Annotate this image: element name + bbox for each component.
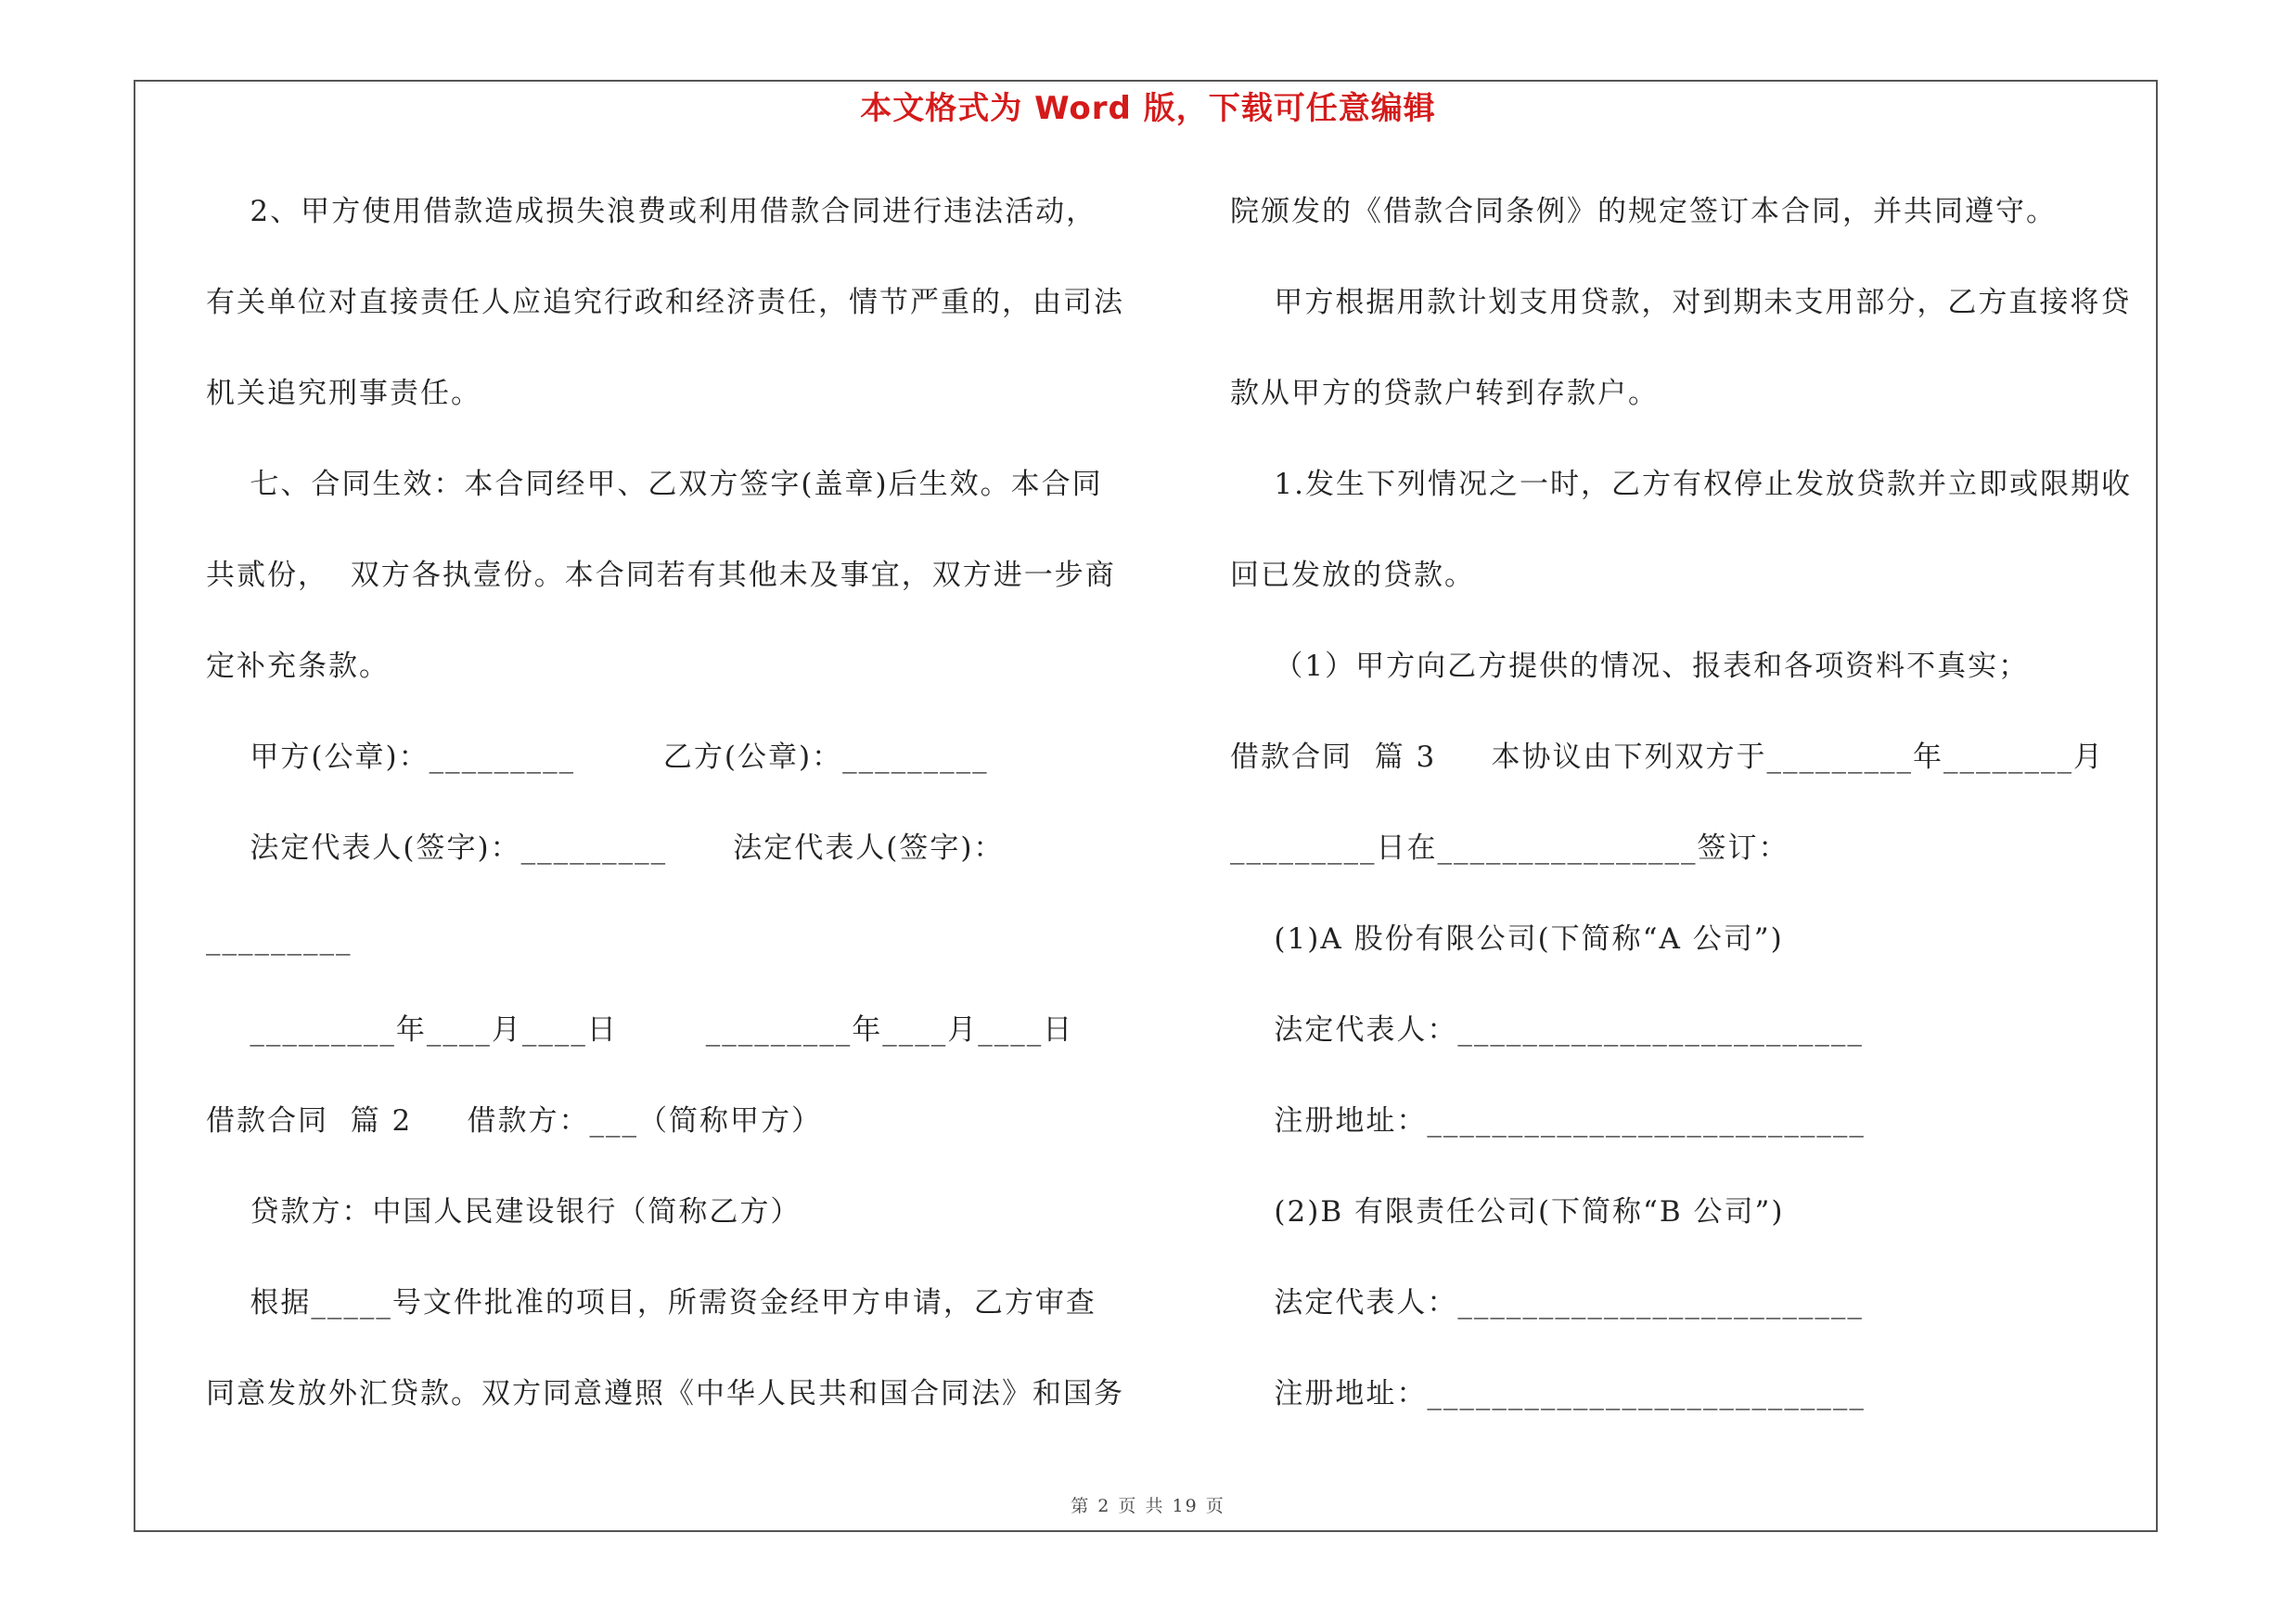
signature-line: 法定代表人(签字)：_________ 法定代表人(签字)： bbox=[206, 831, 1005, 865]
text-line: 共贰份， 双方各执壹份。本合同若有其他未及事宜，双方进一步商 bbox=[206, 559, 1116, 592]
format-notice: 本文格式为 Word 版，下载可任意编辑 bbox=[860, 90, 1436, 127]
text-line: 七、合同生效：本合同经甲、乙双方签字(盖章)后生效。本合同 bbox=[206, 468, 1103, 501]
form-field-line: 注册地址：___________________________ bbox=[1230, 1104, 1866, 1138]
text-line: _________日在________________签订： bbox=[1230, 831, 1789, 865]
text-line: 同意发放外汇贷款。双方同意遵照《中华人民共和国合同法》和国务 bbox=[206, 1377, 1124, 1410]
page-number: 第 2 页 共 19 页 bbox=[1071, 1496, 1225, 1516]
text-line: 院颁发的《借款合同条例》的规定签订本合同，并共同遵守。 bbox=[1230, 195, 2057, 228]
form-field-line: 注册地址：___________________________ bbox=[1230, 1377, 1866, 1410]
form-field-line: 法定代表人：_________________________ bbox=[1230, 1286, 1864, 1320]
text-line: 2、甲方使用借款造成损失浪费或利用借款合同进行违法活动， bbox=[206, 195, 1097, 228]
party-line: (2)B 有限责任公司(下简称“B 公司”) bbox=[1230, 1195, 1785, 1229]
text-line: 定补充条款。 bbox=[206, 650, 390, 683]
signature-line: _________ bbox=[206, 922, 353, 956]
text-line: （1）甲方向乙方提供的情况、报表和各项资料不真实； bbox=[1230, 650, 2030, 683]
text-line: 款从甲方的贷款户转到存款户。 bbox=[1230, 377, 1659, 410]
date-line: _________年____月____日 _________年____月____日 bbox=[206, 1013, 1074, 1047]
text-line: 有关单位对直接责任人应追究行政和经济责任，情节严重的，由司法 bbox=[206, 286, 1124, 319]
text-line: 机关追究刑事责任。 bbox=[206, 377, 481, 410]
text-line: 根据_____号文件批准的项目，所需资金经甲方申请，乙方审查 bbox=[206, 1286, 1097, 1320]
section-heading: 借款合同 篇 2 借款方：___（简称甲方） bbox=[206, 1104, 823, 1138]
party-line: (1)A 股份有限公司(下简称“A 公司”) bbox=[1230, 922, 1784, 956]
text-line: 贷款方：中国人民建设银行（简称乙方） bbox=[206, 1195, 802, 1229]
form-field-line: 法定代表人：_________________________ bbox=[1230, 1013, 1864, 1047]
section-heading: 借款合同 篇 3 本协议由下列双方于_________年________月 bbox=[1230, 741, 2105, 774]
text-line: 回已发放的贷款。 bbox=[1230, 559, 1475, 592]
text-line: 甲方根据用款计划支用贷款，对到期未支用部分，乙方直接将贷 bbox=[1230, 286, 2132, 319]
signature-line: 甲方(公章)：_________ 乙方(公章)：_________ bbox=[206, 741, 989, 774]
text-line: 1.发生下列情况之一时，乙方有权停止发放贷款并立即或限期收 bbox=[1230, 468, 2132, 501]
